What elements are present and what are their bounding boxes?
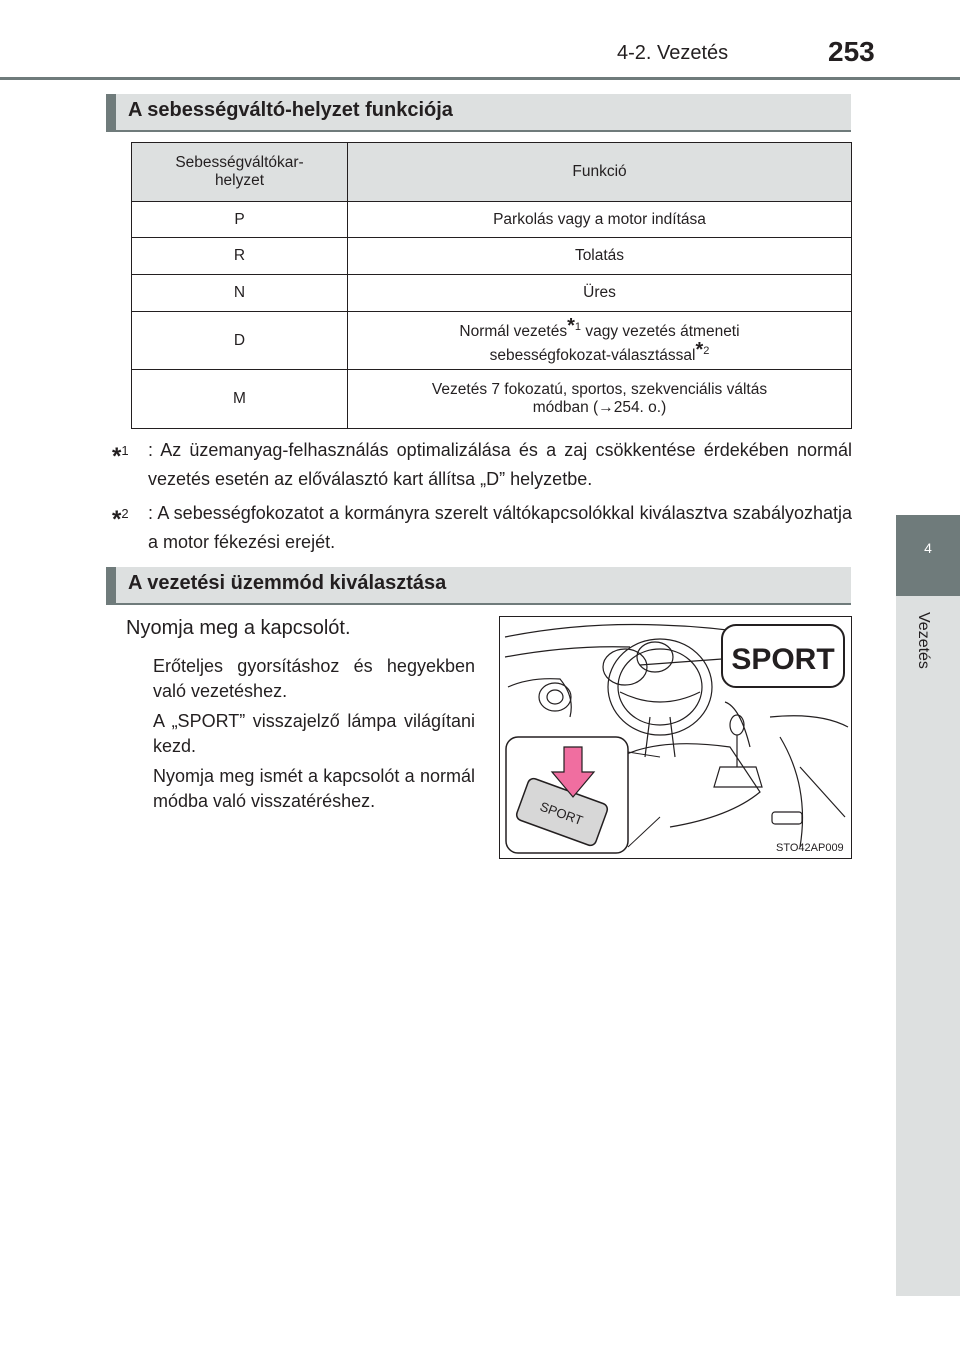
step-paragraph: A „SPORT” visszajelző lámpa világítani kezd. [153, 711, 475, 756]
footnote-number: 2 [121, 506, 129, 521]
footnote-text: : A sebességfokozatot a kormányra szerelt váltókapcsolókkal kiválasztva szabályozhatja a motor fékezési erejét. [148, 503, 852, 552]
step-title: Nyomja meg a kapcsolót. [126, 617, 351, 639]
figure-caption: STO42AP009 [776, 842, 844, 854]
footnote-star-icon: * [695, 338, 704, 361]
footnote-star-icon: * [112, 443, 122, 470]
table-cell-position: P [132, 202, 348, 238]
section-heading-gear-functions [106, 94, 851, 132]
chapter-label: Vezetés [915, 612, 932, 669]
sport-callout-label: SPORT [731, 643, 835, 676]
header-divider [0, 77, 960, 80]
dashboard-drawing [500, 617, 850, 857]
footnote-text: : Az üzemanyag-felhasználás optimalizálása és a zaj csökkentése érdekében normál vezetés esetén az előválasztó kart állítsa „D” helyzetbe. [148, 440, 852, 489]
table-row [132, 238, 852, 275]
footnote-ref-1: 1 [574, 320, 582, 333]
step-paragraph: Erőteljes gyorsításhoz és hegyekben való vezetéshez. [153, 656, 475, 701]
table-row [132, 202, 852, 238]
table-cell-function [348, 312, 852, 370]
section-heading-text: A vezetési üzemmód kiválasztása [128, 572, 447, 594]
function-text-a: Normál vezetés [459, 322, 568, 340]
footnote-star-icon: * [567, 314, 575, 337]
chapter-tab-strip [896, 596, 960, 1296]
table-cell-position: N [132, 275, 348, 312]
table-header-row [132, 143, 852, 202]
footnote-star-icon: * [112, 506, 122, 533]
page-number: 253 [828, 36, 875, 67]
footnote-2 [112, 499, 852, 557]
footnote-1 [112, 436, 852, 494]
table-cell-position: D [132, 312, 348, 370]
step-paragraph: Nyomja meg ismét a kapcsolót a normál módba való visszatéréshez. [153, 766, 475, 811]
table-cell-function [348, 370, 852, 429]
footnote-number: 1 [121, 443, 129, 458]
function-text-b: vagy vezetés átmeneti sebességfokozat-választással [489, 322, 740, 364]
chapter-number: 4 [924, 540, 932, 556]
table-header-position [132, 143, 348, 202]
section-heading-drive-mode [106, 567, 851, 605]
section-heading-text: A sebességváltó-helyzet funkciója [128, 99, 453, 121]
table-cell-position: R [132, 238, 348, 275]
table-cell-function: Parkolás vagy a motor indítása [348, 202, 852, 238]
table-header-function: Funkció [348, 143, 852, 202]
table-cell-position: M [132, 370, 348, 429]
table-cell-function: Tolatás [348, 238, 852, 275]
sport-button-label: SPORT [537, 798, 585, 829]
table-cell-function-text: Vezetés 7 fokozatú, sportos, szekvenciális váltás módban (→254. o.) [431, 381, 768, 416]
footnote-ref-2: 2 [703, 344, 710, 357]
table-row [132, 370, 852, 429]
sport-switch-illustration [499, 616, 852, 859]
table-cell-function: Üres [348, 275, 852, 312]
table-row [132, 312, 852, 370]
gear-function-table [131, 142, 852, 429]
table-row [132, 275, 852, 312]
table-header-position-text: Sebességváltókar-helyzet [175, 154, 304, 189]
header-section-title: 4-2. Vezetés [617, 42, 729, 64]
